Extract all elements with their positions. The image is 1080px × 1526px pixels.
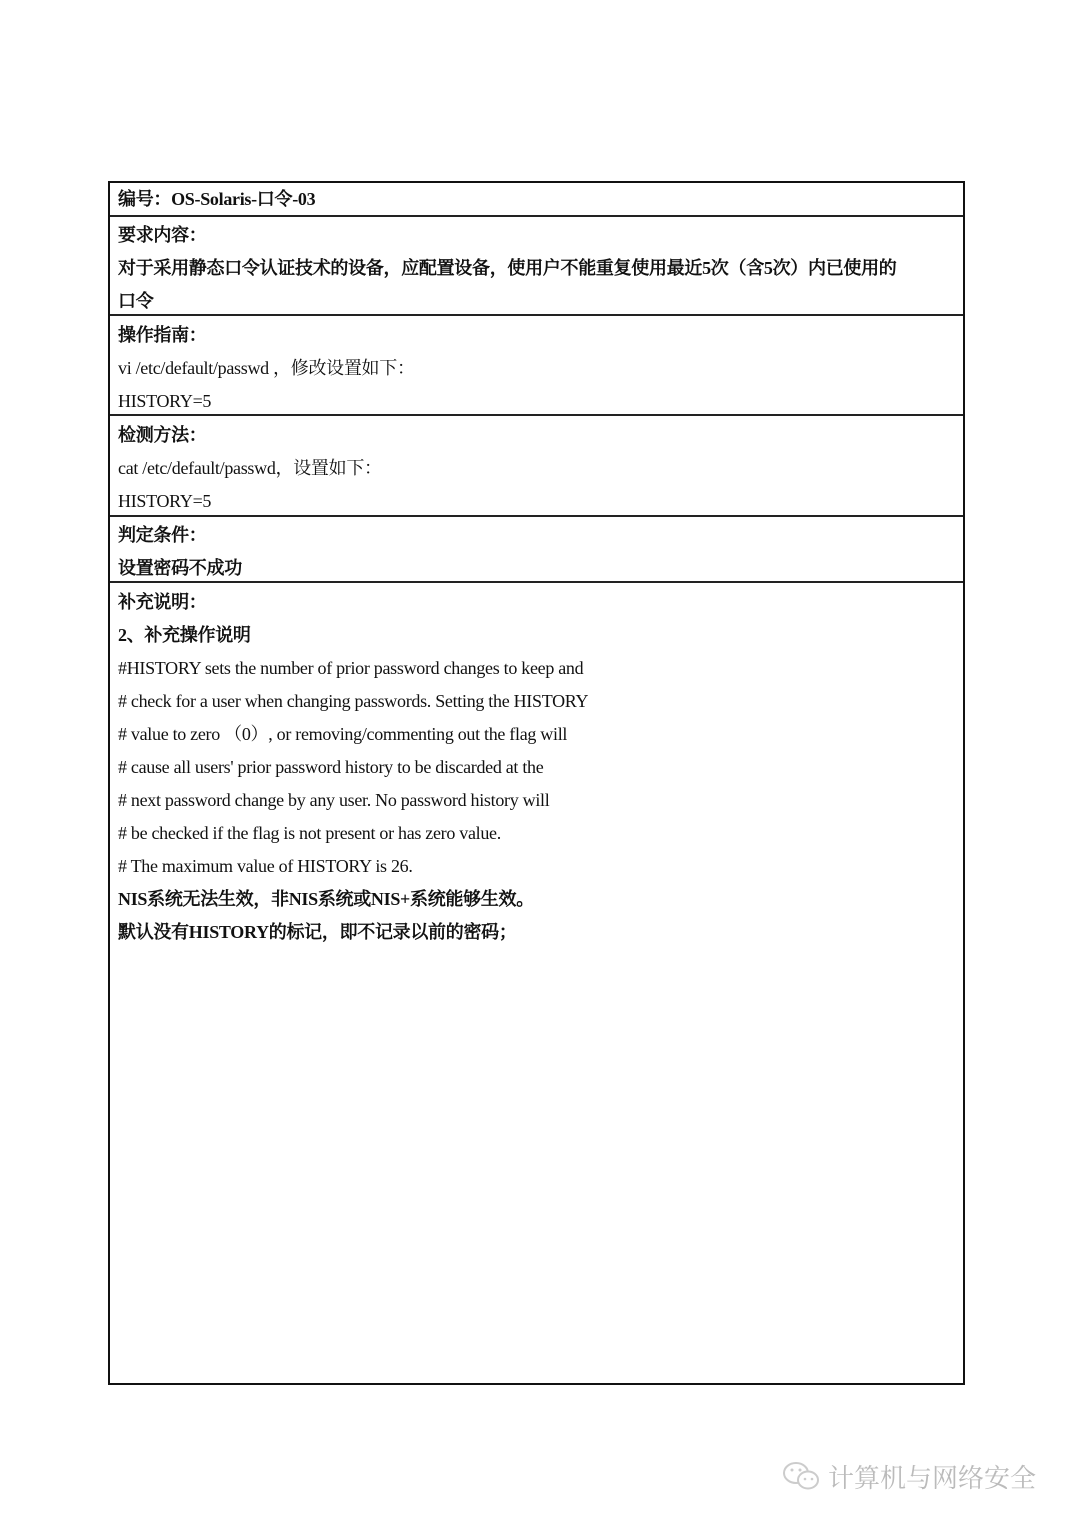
notes-line: NIS系统无法生效，非NIS系统或NIS+系统能够生效。 <box>118 889 534 909</box>
notes-line: # next password change by any user. No password history will <box>118 790 550 810</box>
notes-line: # cause all users' prior password history to be discarded at the <box>118 757 544 777</box>
notes-line: 默认没有HISTORY的标记，即不记录以前的密码； <box>118 922 517 942</box>
notes-row <box>110 583 963 1383</box>
detection-label: 检测方法： <box>118 425 207 445</box>
watermark-text: 计算机与网络安全 <box>828 1464 1037 1494</box>
guide-row <box>110 316 963 416</box>
notes-line: # be checked if the flag is not present or has zero value. <box>118 823 501 843</box>
guide-line: HISTORY=5 <box>118 391 212 411</box>
requirement-line: 口令 <box>118 291 154 311</box>
notes-line: # value to zero （0）, or removing/commenting out the flag will <box>118 724 568 744</box>
notes-label: 补充说明： <box>118 592 207 612</box>
wechat-icon <box>782 1460 822 1494</box>
guide-label: 操作指南： <box>118 325 207 345</box>
detection-row <box>110 416 963 517</box>
notes-line: #HISTORY sets the number of prior password changes to keep and <box>118 658 584 678</box>
notes-line: 2、补充操作说明 <box>118 625 251 645</box>
watermark <box>782 1458 1036 1495</box>
notes-line: # The maximum value of HISTORY is 26. <box>118 856 413 876</box>
detection-line: HISTORY=5 <box>118 491 212 511</box>
id-row <box>110 183 963 217</box>
requirement-line: 对于采用静态口令认证技术的设备，应配置设备，使用户不能重复使用最近5次（含5次）内已使用的 <box>118 258 897 278</box>
requirement-row <box>110 217 963 316</box>
id-text: 编号：OS-Solaris-口令-03 <box>118 189 316 209</box>
criteria-line: 设置密码不成功 <box>118 558 242 578</box>
criteria-row <box>110 517 963 583</box>
notes-line: # check for a user when changing passwords. Setting the HISTORY <box>118 691 589 711</box>
guide-line: vi /etc/default/passwd ，修改设置如下： <box>118 358 415 378</box>
detection-line: cat /etc/default/passwd，设置如下： <box>118 458 382 478</box>
document-table <box>108 181 965 1385</box>
criteria-label: 判定条件： <box>118 525 207 545</box>
requirement-label: 要求内容： <box>118 225 207 245</box>
